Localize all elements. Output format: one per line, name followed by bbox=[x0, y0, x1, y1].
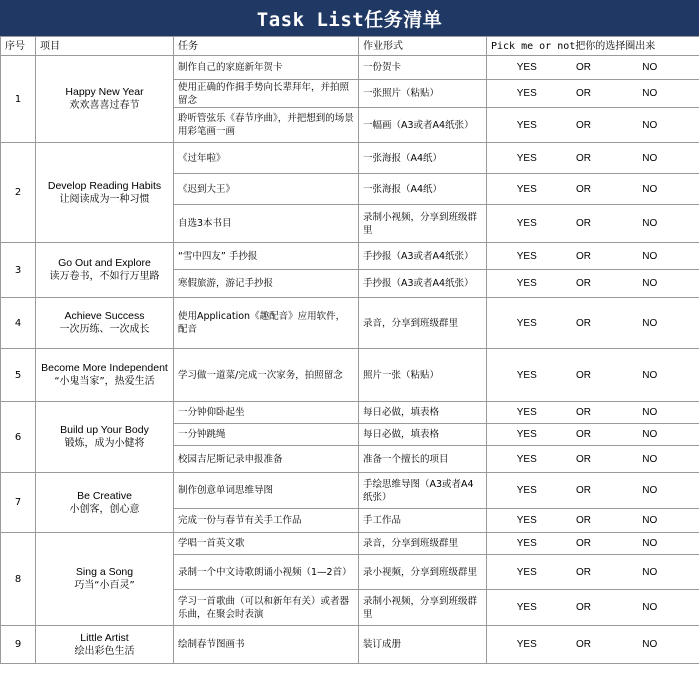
option-yes[interactable]: YES bbox=[487, 108, 567, 143]
task-cell: 制作自己的家庭新年贺卡 bbox=[174, 56, 359, 80]
option-yes[interactable]: YES bbox=[487, 174, 567, 205]
option-yes[interactable]: YES bbox=[487, 509, 567, 533]
option-or: OR bbox=[567, 298, 601, 349]
option-yes[interactable]: YES bbox=[487, 243, 567, 270]
option-no[interactable]: NO bbox=[601, 143, 699, 174]
option-or: OR bbox=[567, 270, 601, 298]
project-cell bbox=[36, 298, 174, 349]
task-cell: 制作创意单词思维导图 bbox=[174, 473, 359, 509]
table-body bbox=[1, 56, 699, 664]
option-or: OR bbox=[567, 349, 601, 402]
option-yes[interactable]: YES bbox=[487, 626, 567, 664]
option-no[interactable]: NO bbox=[601, 473, 699, 509]
option-or: OR bbox=[567, 143, 601, 174]
option-no[interactable]: NO bbox=[601, 205, 699, 243]
task-cell: 完成一份与春节有关手工作品 bbox=[174, 509, 359, 533]
option-yes[interactable]: YES bbox=[487, 205, 567, 243]
form-cell: 手工作品 bbox=[359, 509, 487, 533]
header-task: 任务 bbox=[174, 37, 359, 56]
project-english: Build up Your Body bbox=[60, 424, 149, 436]
option-yes[interactable]: YES bbox=[487, 349, 567, 402]
task-cell: 录制一个中文诗歌朗诵小视频（1—2首） bbox=[174, 555, 359, 590]
project-cell bbox=[36, 473, 174, 533]
project-english: Sing a Song bbox=[75, 566, 134, 578]
option-no[interactable]: NO bbox=[601, 56, 699, 80]
project-chinese: “小鬼当家”，热爱生活 bbox=[54, 376, 155, 387]
table-row bbox=[1, 533, 699, 555]
option-or: OR bbox=[567, 402, 601, 424]
option-or: OR bbox=[567, 243, 601, 270]
option-or: OR bbox=[567, 555, 601, 590]
option-yes[interactable]: YES bbox=[487, 270, 567, 298]
project-english: Happy New Year bbox=[65, 86, 144, 98]
project-chinese: 一次历练、一次成长 bbox=[59, 324, 150, 335]
option-or: OR bbox=[567, 590, 601, 626]
form-cell: 一张照片（粘贴） bbox=[359, 80, 487, 108]
task-cell: 使用正确的作揖手势向长辈拜年，并拍照留念 bbox=[174, 80, 359, 108]
project-chinese: 锻炼，成为小健将 bbox=[64, 438, 145, 449]
table-row bbox=[1, 143, 699, 174]
task-cell: 绘制春节图画书 bbox=[174, 626, 359, 664]
header-num: 序号 bbox=[1, 37, 36, 56]
task-cell: 寒假旅游，游记手抄报 bbox=[174, 270, 359, 298]
option-or: OR bbox=[567, 56, 601, 80]
option-yes[interactable]: YES bbox=[487, 590, 567, 626]
option-no[interactable]: NO bbox=[601, 270, 699, 298]
task-cell: 学习做一道菜/完成一次家务，拍照留念 bbox=[174, 349, 359, 402]
row-number: 2 bbox=[1, 143, 36, 243]
project-english: Become More Independent bbox=[41, 362, 168, 374]
project-cell bbox=[36, 533, 174, 626]
option-no[interactable]: NO bbox=[601, 533, 699, 555]
form-cell: 一张海报（A4纸） bbox=[359, 143, 487, 174]
option-no[interactable]: NO bbox=[601, 446, 699, 473]
form-cell: 装订成册 bbox=[359, 626, 487, 664]
project-chinese: 让阅读成为一种习惯 bbox=[59, 193, 150, 205]
row-number: 4 bbox=[1, 298, 36, 349]
option-or: OR bbox=[567, 626, 601, 664]
row-number: 9 bbox=[1, 626, 36, 664]
task-cell: 学唱一首英文歌 bbox=[174, 533, 359, 555]
project-chinese: 巧当“小百灵” bbox=[74, 580, 135, 591]
task-table bbox=[0, 36, 699, 664]
form-cell: 照片一张（粘贴） bbox=[359, 349, 487, 402]
task-cell: 一分钟仰卧起坐 bbox=[174, 402, 359, 424]
table-header-row bbox=[1, 37, 699, 56]
row-number: 3 bbox=[1, 243, 36, 298]
row-number: 1 bbox=[1, 56, 36, 143]
option-or: OR bbox=[567, 473, 601, 509]
project-english: Go Out and Explore bbox=[58, 257, 151, 269]
option-yes[interactable]: YES bbox=[487, 533, 567, 555]
option-no[interactable]: NO bbox=[601, 626, 699, 664]
table-row bbox=[1, 56, 699, 80]
option-no[interactable]: NO bbox=[601, 349, 699, 402]
form-cell: 手抄报（A3或者A4纸张） bbox=[359, 270, 487, 298]
row-number: 8 bbox=[1, 533, 36, 626]
task-cell: 使用Application《趣配音》应用软件，配音 bbox=[174, 298, 359, 349]
form-cell: 一幅画（A3或者A4纸张） bbox=[359, 108, 487, 143]
option-no[interactable]: NO bbox=[601, 174, 699, 205]
option-no[interactable]: NO bbox=[601, 590, 699, 626]
option-or: OR bbox=[567, 108, 601, 143]
option-yes[interactable]: YES bbox=[487, 80, 567, 108]
option-or: OR bbox=[567, 205, 601, 243]
table-row bbox=[1, 473, 699, 509]
option-yes[interactable]: YES bbox=[487, 555, 567, 590]
task-cell: “雪中四友” 手抄报 bbox=[174, 243, 359, 270]
table-row bbox=[1, 349, 699, 402]
option-no[interactable]: NO bbox=[601, 402, 699, 424]
option-no[interactable]: NO bbox=[601, 509, 699, 533]
page-title: Task List任务清单 bbox=[0, 0, 699, 36]
option-no[interactable]: NO bbox=[601, 555, 699, 590]
task-cell: 校园吉尼斯记录申报准备 bbox=[174, 446, 359, 473]
header-form: 作业形式 bbox=[359, 37, 487, 56]
form-cell: 手绘思维导图（A3或者A4纸张） bbox=[359, 473, 487, 509]
task-cell: 《迟到大王》 bbox=[174, 174, 359, 205]
header-pick: Pick me or not把你的选择圈出来 bbox=[487, 37, 699, 56]
form-cell: 录音，分享到班级群里 bbox=[359, 533, 487, 555]
form-cell: 录音，分享到班级群里 bbox=[359, 298, 487, 349]
row-number: 6 bbox=[1, 402, 36, 473]
option-or: OR bbox=[567, 174, 601, 205]
table-row bbox=[1, 298, 699, 349]
project-english: Little Artist bbox=[80, 631, 129, 644]
project-cell bbox=[36, 349, 174, 402]
option-or: OR bbox=[567, 509, 601, 533]
form-cell: 一张海报（A4纸） bbox=[359, 174, 487, 205]
option-yes[interactable]: YES bbox=[487, 446, 567, 473]
option-yes[interactable]: YES bbox=[487, 298, 567, 349]
task-cell: 《过年啦》 bbox=[174, 143, 359, 174]
option-or: OR bbox=[567, 424, 601, 446]
project-english: Develop Reading Habits bbox=[47, 179, 162, 192]
form-cell: 一份贺卡 bbox=[359, 56, 487, 80]
option-yes[interactable]: YES bbox=[487, 143, 567, 174]
task-cell: 聆听管弦乐《春节序曲》，并把想到的场景用彩笔画一画 bbox=[174, 108, 359, 143]
task-cell: 自选3本书目 bbox=[174, 205, 359, 243]
option-yes[interactable]: YES bbox=[487, 473, 567, 509]
project-cell bbox=[36, 626, 174, 664]
option-or: OR bbox=[567, 446, 601, 473]
form-cell: 录小视频，分享到班级群里 bbox=[359, 555, 487, 590]
option-no[interactable]: NO bbox=[601, 80, 699, 108]
project-cell bbox=[36, 143, 174, 243]
option-yes[interactable]: YES bbox=[487, 56, 567, 80]
project-chinese: 欢欢喜喜过春节 bbox=[69, 100, 140, 111]
form-cell: 每日必做，填表格 bbox=[359, 424, 487, 446]
form-cell: 录制小视频，分享到班级群里 bbox=[359, 590, 487, 626]
table-row bbox=[1, 626, 699, 664]
project-cell bbox=[36, 402, 174, 473]
option-yes[interactable]: YES bbox=[487, 424, 567, 446]
row-number: 7 bbox=[1, 473, 36, 533]
header-project: 项目 bbox=[36, 37, 174, 56]
form-cell: 每日必做，填表格 bbox=[359, 402, 487, 424]
option-no[interactable]: NO bbox=[601, 243, 699, 270]
form-cell: 准备一个擅长的项目 bbox=[359, 446, 487, 473]
project-chinese: 读万卷书，不如行万里路 bbox=[49, 271, 160, 282]
project-english: Achieve Success bbox=[64, 310, 145, 322]
project-english: Be Creative bbox=[77, 489, 132, 502]
option-or: OR bbox=[567, 80, 601, 108]
option-no[interactable]: NO bbox=[601, 108, 699, 143]
row-number: 5 bbox=[1, 349, 36, 402]
project-chinese: 小创客，创心意 bbox=[69, 503, 140, 515]
table-row bbox=[1, 243, 699, 270]
form-cell: 录制小视频，分享到班级群里 bbox=[359, 205, 487, 243]
option-or: OR bbox=[567, 533, 601, 555]
table-row bbox=[1, 402, 699, 424]
form-cell: 手抄报（A3或者A4纸张） bbox=[359, 243, 487, 270]
task-cell: 学习一首歌曲（可以和新年有关）或者器乐曲，在聚会时表演 bbox=[174, 590, 359, 626]
option-yes[interactable]: YES bbox=[487, 402, 567, 424]
option-no[interactable]: NO bbox=[601, 424, 699, 446]
task-cell: 一分钟跳绳 bbox=[174, 424, 359, 446]
project-cell bbox=[36, 243, 174, 298]
project-cell bbox=[36, 56, 174, 143]
option-no[interactable]: NO bbox=[601, 298, 699, 349]
project-chinese: 绘出彩色生活 bbox=[74, 645, 135, 657]
